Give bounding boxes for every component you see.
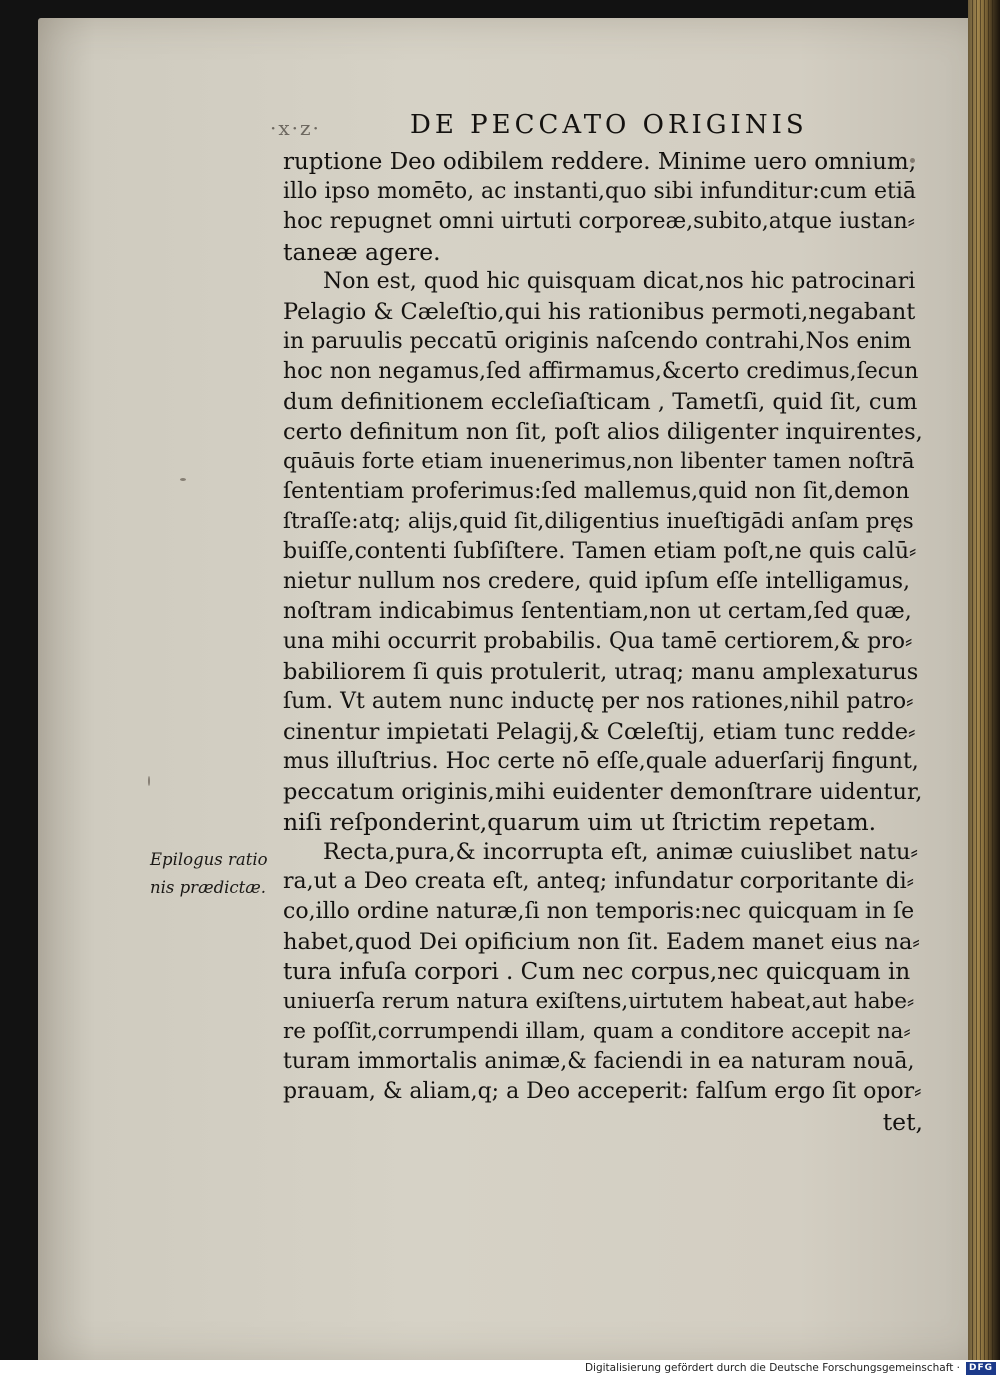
text-line: ſententiam proferimus:ſed mallemus,quid non ſit,demon <box>283 479 910 504</box>
text-line: buiſſe,contenti ſubſiſtere. Tamen etiam poſt,ne quis calū⸗ <box>283 539 917 564</box>
paper-speck <box>180 478 186 481</box>
text-line: ſum. Vt autem nunc inductę per nos rationes,nihil patro⸗ <box>283 689 914 714</box>
text-line: cinentur impietati Pelagij,& Cœleſtij, etiam tunc redde⸗ <box>283 719 916 745</box>
text-line: illo ipso momēto, ac instanti,quo sibi infunditur:cum etiā <box>283 179 917 204</box>
head-ornament: ·x·z· <box>270 116 321 140</box>
text-line: ra,ut a Deo creata eſt, anteq; infundatur corporitante di⸗ <box>283 869 914 894</box>
text-line: habet,quod Dei opificium non ſit. Eadem manet eius na⸗ <box>283 929 920 955</box>
text-line: tura infuſa corpori . Cum nec corpus,nec quicquam in <box>283 959 911 985</box>
text-line: re poſſit,corrumpendi illam, quam a conditore accepit na⸗ <box>283 1019 911 1044</box>
text-line: taneæ agere. <box>283 238 441 266</box>
text-line: Pelagio & Cæleſtio,qui his rationibus permoti,negabant <box>283 299 916 325</box>
text-line-paragraph-start: Recta,pura,& incorrupta eſt, animæ cuiuslibet natu⸗ <box>323 839 918 865</box>
text-line: mus illuſtrius. Hoc certe nō eſſe,quale aduerſarij fingunt, <box>283 749 919 774</box>
text-line: peccatum originis,mihi euidenter demonſtrare uidentur, <box>283 779 923 805</box>
text-line: babiliorem ſi quis protulerit, utraq; manu amplexaturus <box>283 659 919 685</box>
text-line: ruptione Deo odibilem reddere. Minime uero omnium, <box>283 149 917 175</box>
page-edge-lines <box>972 0 996 1360</box>
text-line: una mihi occurrit probabilis. Qua tamē certiorem,& pro⸗ <box>283 629 913 654</box>
text-line: in paruulis peccatū originis naſcendo contrahi,Nos enim <box>283 329 912 354</box>
text-line-paragraph-start: Non est, quod hic quisquam dicat,nos hic patrocinari <box>323 269 916 294</box>
running-head-title: DE PECCATO ORIGINIS <box>410 110 808 140</box>
text-line: turam immortalis animæ,& faciendi in ea naturam nouā, <box>283 1049 915 1074</box>
text-line: nietur nullum nos credere, quid ipſum eſſe intelligamus, <box>283 569 911 594</box>
paper-speck <box>148 776 150 786</box>
text-line: noſtram indicabimus ſententiam,non ut certam,ſed quæ, <box>283 599 912 624</box>
catchword: tet, <box>882 1108 923 1136</box>
text-line: dum definitionem eccleſiaſticam , Tametſi, quid ſit, cum <box>283 389 918 415</box>
running-head <box>270 106 808 146</box>
funding-footer <box>0 1360 1000 1378</box>
text-line: quāuis forte etiam inuenerimus,non libenter tamen noſtrā <box>283 449 915 474</box>
text-line: co,illo ordine naturæ,ſi non temporis:nec quicquam in ſe <box>283 899 915 924</box>
marginal-note-line: Epilogus ratio <box>150 850 268 869</box>
marginal-note <box>150 846 280 902</box>
text-line: certo definitum non ſit, poſt alios diligenter inquirentes, <box>283 419 923 445</box>
text-line: niſi reſponderint,quarum uim ut ſtrictim repetam. <box>283 808 877 836</box>
marginal-note-line: nis prædictæ. <box>150 878 267 897</box>
funding-credit-text: Digitalisierung gefördert durch die Deutsche Forschungsgemeinschaft · <box>584 1362 960 1374</box>
text-line: prauam, & aliam,q; a Deo acceperit: falſum ergo ſit opor⸗ <box>283 1079 922 1104</box>
text-line: hoc non negamus,ſed affirmamus,&certo credimus,ſecun <box>283 359 919 384</box>
dfg-logo-icon: DFG <box>966 1362 996 1375</box>
text-line: ſtraſſe:atq; alijs,quid ſit,diligentius inueſtigādi anſam pręs <box>283 509 914 534</box>
text-line: hoc repugnet omni uirtuti corporeæ,subito,atque iustan⸗ <box>283 209 915 234</box>
text-line: uniuerſa rerum natura exiſtens,uirtutem habeat,aut habe⸗ <box>283 989 915 1014</box>
